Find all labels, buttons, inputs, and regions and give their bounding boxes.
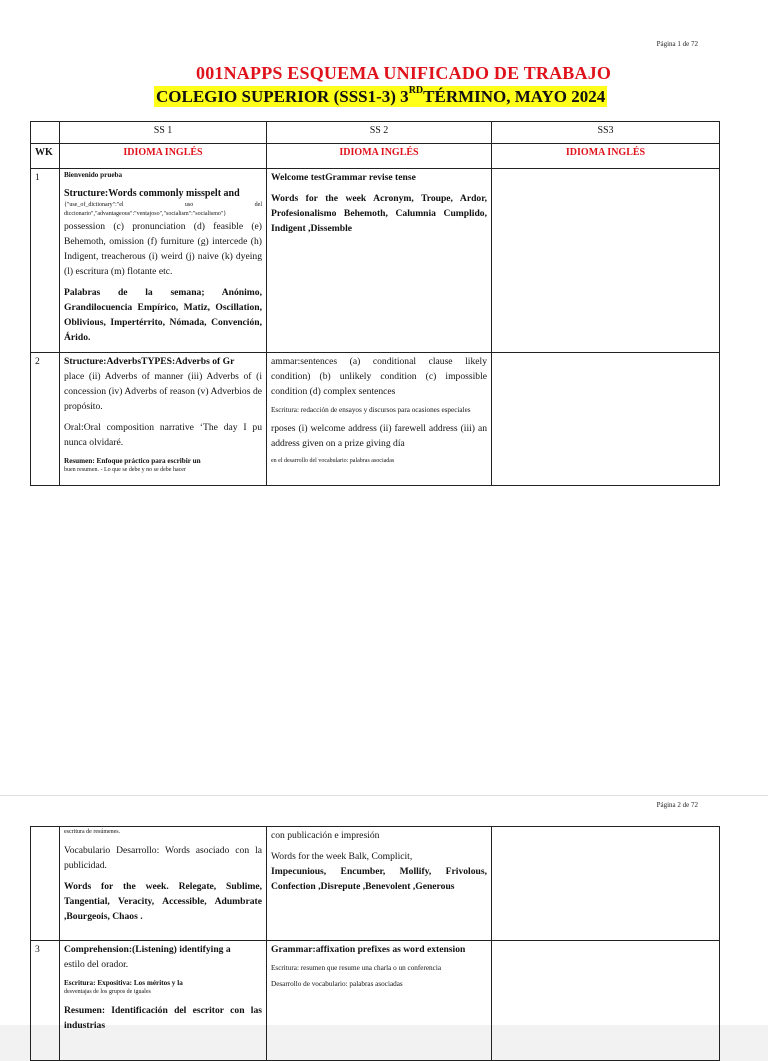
document-title: 001NAPPS ESQUEMA UNIFICADO DE TRABAJO (196, 63, 612, 83)
week-number: 2 (31, 353, 60, 486)
ss1-writing-2: desventajas de los grupos de iguales (64, 989, 151, 995)
table-row (31, 827, 720, 941)
ss3-cell (492, 169, 720, 353)
ss1-adverbs: place (ii) Adverbs of manner (iii) Adverbs of (i concession (iv) Adverbs of reason (v) Adverbios de propósito. (64, 371, 262, 412)
ss1-top: escritura de resúmenes. (64, 829, 121, 835)
ss1-words-week: Palabras de la semana; Anónimo, Grandilocuencia Empírico, Matiz, Oscillation, Oblivious, Impertérrito, Nómada, Convención, Árido. (64, 287, 262, 343)
ss2-words-week: Words for the week Acronym, Troupe, Ardor, Profesionalismo Behemoth, Calumnia Cumplido, Indigent ,Dissemble (271, 193, 487, 234)
ss2-intro: Welcome testGrammar revise tense (271, 172, 416, 183)
ss1-comprehension: Comprehension:(Listening) identifying a (64, 944, 231, 955)
ss2-cell (267, 353, 492, 486)
ss1-cell (60, 941, 267, 1061)
ss2-cell (267, 827, 492, 941)
ss2-grammar: Grammar:affixation prefixes as word extension (271, 944, 466, 955)
subject-row (31, 144, 720, 169)
ss1-cell (60, 169, 267, 353)
week-number: 1 (31, 169, 60, 353)
ss1-cell (60, 353, 267, 486)
header-ss1: SS 1 (60, 122, 267, 144)
ss2-cell (267, 941, 492, 1061)
subject-ss1: IDIOMA INGLÉS (60, 144, 267, 169)
header-ss2: SS 2 (267, 122, 492, 144)
ss1-writing: Escritura: Expositiva: Los méritos y la (64, 979, 183, 987)
table-row (31, 169, 720, 353)
week-number (31, 827, 60, 941)
ss1-vocab: Vocabulario Desarrollo: Words asociado con la publicidad. (64, 845, 262, 871)
header-blank (31, 122, 60, 144)
ss1-words-week: Words for the week. Relegate, Sublime, Tangential, Veracity, Accessible, Adumbrate ,Bourgeois, Chaos . (64, 881, 262, 922)
ss2-writing: Escritura: redacción de ensayos y discursos para ocasiones especiales (271, 406, 471, 414)
ss1-word-list: possession (c) pronunciation (d) feasible (e) Behemoth, omission (f) furniture (g) intercede (h) Indigent, treacherous (i) weird (j) naive (k) dyeing (l) escritura (m) flotante etc. (64, 221, 262, 277)
ss2-words-week: Impecunious, Encumber, Mollify, Frivolous, Confection ,Disrepute ,Benevolent ,Generous (271, 866, 487, 892)
page-2 (0, 795, 768, 1031)
ss2-words-intro: Words for the week Balk, Complicit, (271, 851, 413, 862)
ss2-grammar: ammar:sentences (a) conditional clause likely condition) (b) unlikely condition (c) impossible condition (d) complex sentences (271, 356, 487, 397)
ss1-summary-2: buen resumen. - Lo que se debe y no se debe hacer (64, 467, 186, 473)
ss1-intro: Bienvenido prueba (64, 171, 123, 179)
scheme-table (30, 121, 720, 486)
ss2-writing: Escritura: resumen que resume una charla o un conferencia (271, 964, 442, 972)
subject-ss3: IDIOMA INGLÉS (492, 144, 720, 169)
header-ss3: SS3 (492, 122, 720, 144)
ss1-json-text: {"use_of_dictionary":"el uso del diccionario","advantageous":"ventajoso","socialism":"socialismo"} (64, 202, 262, 217)
ss1-comprehension-2: estilo del orador. (64, 959, 129, 970)
ss3-cell (492, 353, 720, 486)
ss2-vocab: en el desarrollo del vocabulario: palabras asociadas (271, 458, 395, 464)
week-number: 3 (31, 941, 60, 1061)
ss1-summary: Resumen: Identificación del escritor con las industrias (64, 1005, 262, 1031)
ss1-summary: Resumen: Enfoque práctico para escribir un (64, 457, 201, 465)
page-number: Página 1 de 72 (656, 40, 698, 48)
scheme-table-continued (30, 826, 720, 1061)
header-row (31, 122, 720, 144)
ss2-purposes: rposes (i) welcome address (ii) farewell address (iii) an address given on a prize giving día (271, 423, 487, 449)
ss1-oral: Oral:Oral composition narrative ‘The day I pu nunca olvidaré. (64, 422, 262, 448)
page-number: Página 2 de 72 (656, 801, 698, 809)
ss1-structure: Structure:Words commonly misspelt and (64, 188, 240, 199)
table-row (31, 353, 720, 486)
ss2-top: con publicación e impresión (271, 830, 380, 841)
document-subtitle: COLEGIO SUPERIOR (SSS1-3) 3RDTÉRMINO, MAYO 2024 (156, 85, 606, 106)
ss2-cell (267, 169, 492, 353)
ss1-cell (60, 827, 267, 941)
ss3-cell (492, 827, 720, 941)
wk-label: WK (31, 144, 60, 169)
ss3-cell (492, 941, 720, 1061)
ss1-structure: Structure:AdverbsTYPES:Adverbs of Gr (64, 356, 235, 367)
ss2-vocab: Desarrollo de vocabulario: palabras asociadas (271, 980, 403, 988)
subject-ss2: IDIOMA INGLÉS (267, 144, 492, 169)
table-row (31, 941, 720, 1061)
